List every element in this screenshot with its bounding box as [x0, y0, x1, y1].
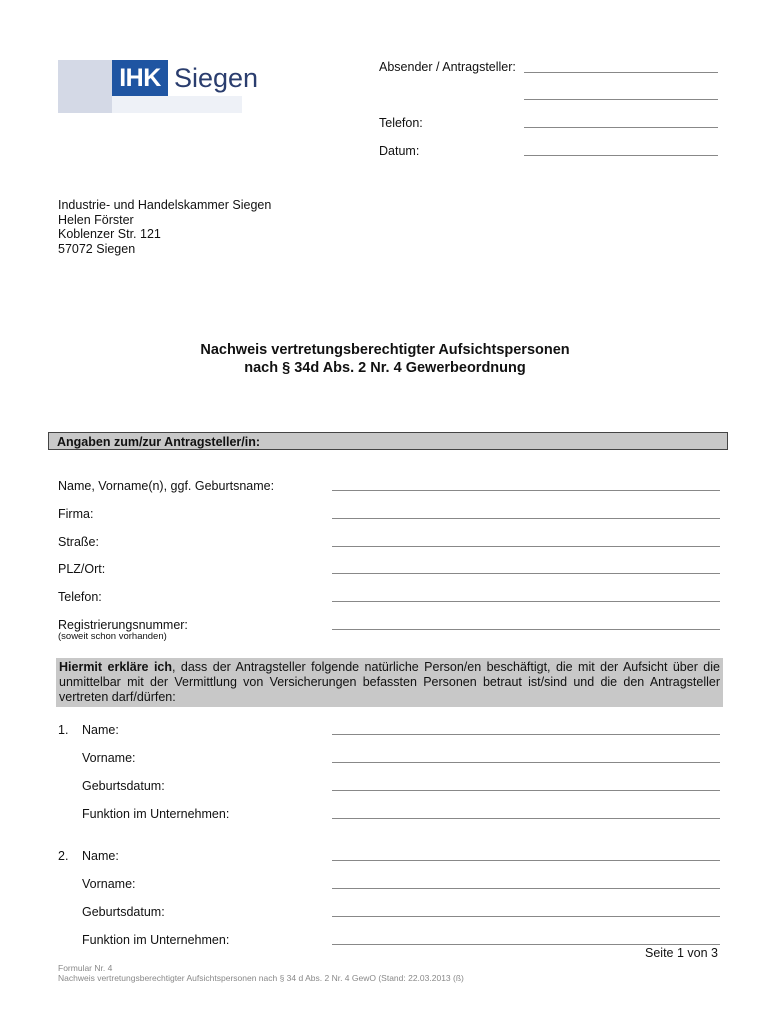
applicant-plz-line[interactable] — [332, 573, 720, 574]
applicant-strasse-label: Straße: — [58, 535, 99, 549]
sender-telefon-label: Telefon: — [379, 116, 423, 130]
person-2-geburtsdatum-label: Geburtsdatum: — [82, 905, 165, 919]
person-2-name-line[interactable] — [332, 860, 720, 861]
applicant-strasse-line[interactable] — [332, 546, 720, 547]
applicant-reg-note: (soweit schon vorhanden) — [58, 631, 167, 642]
person-2-geburtsdatum-line[interactable] — [332, 916, 720, 917]
sender-datum-label: Datum: — [379, 144, 420, 158]
person-2-vorname-label: Vorname: — [82, 877, 136, 891]
applicant-name-label: Name, Vorname(n), ggf. Geburtsname: — [58, 479, 275, 493]
sender-telefon-line[interactable] — [524, 127, 718, 128]
recipient-line-3: Koblenzer Str. 121 — [58, 227, 161, 241]
logo-left-block — [58, 60, 112, 113]
applicant-section-heading: Angaben zum/zur Antragsteller/in: — [48, 432, 728, 450]
absender-line-1[interactable] — [524, 72, 718, 73]
applicant-firma-label: Firma: — [58, 507, 94, 521]
person-1-number: 1. — [58, 723, 69, 737]
declaration-bold: Hiermit erkläre ich — [59, 660, 172, 674]
declaration-text — [56, 658, 723, 707]
sender-datum-line[interactable] — [524, 155, 718, 156]
declaration-body: , dass der Antragsteller folgende natürliche Person/en beschäftigt, die mit der Aufsicht über die unmittelbar mit der Vermittlung von Versicherungen befassten Personen betraut ist/sind und die den Antragsteller vertreten darf/dürfen: — [59, 660, 720, 704]
document-title-line-2: nach § 34d Abs. 2 Nr. 4 Gewerbeordnung — [244, 360, 526, 376]
logo-underbar — [112, 96, 242, 113]
person-2-funktion-line[interactable] — [332, 944, 720, 945]
applicant-name-line[interactable] — [332, 490, 720, 491]
person-2-number: 2. — [58, 849, 69, 863]
form-number: Formular Nr. 4 — [58, 963, 113, 973]
applicant-reg-label: Registrierungsnummer: — [58, 618, 188, 632]
person-1-funktion-line[interactable] — [332, 818, 720, 819]
applicant-reg-line[interactable] — [332, 629, 720, 630]
person-1-vorname-label: Vorname: — [82, 751, 136, 765]
person-2-vorname-line[interactable] — [332, 888, 720, 889]
person-1-geburtsdatum-line[interactable] — [332, 790, 720, 791]
person-1-name-label: Name: — [82, 723, 119, 737]
person-1-name-line[interactable] — [332, 734, 720, 735]
ihk-logo-city: Siegen — [174, 63, 259, 93]
page-number: Seite 1 von 3 — [645, 946, 718, 960]
person-2-name-label: Name: — [82, 849, 119, 863]
recipient-address — [58, 198, 271, 256]
person-1-vorname-line[interactable] — [332, 762, 720, 763]
document-title-line-1: Nachweis vertretungsberechtigter Aufsichtspersonen — [200, 342, 570, 358]
applicant-telefon-line[interactable] — [332, 601, 720, 602]
applicant-firma-line[interactable] — [332, 518, 720, 519]
ihk-logo: IHK — [112, 60, 168, 96]
recipient-line-2: Helen Förster — [58, 212, 134, 227]
recipient-line-1: Industrie- und Handelskammer Siegen — [58, 198, 272, 212]
form-description: Nachweis vertretungsberechtigter Aufsichtspersonen nach § 34 d Abs. 2 Nr. 4 GewO (Stand: 22.03.2013 (ß) — [58, 973, 464, 983]
person-1-funktion-label: Funktion im Unternehmen: — [82, 807, 230, 821]
recipient-line-4: 57072 Siegen — [58, 241, 136, 256]
absender-label: Absender / Antragsteller: — [379, 60, 516, 74]
absender-line-2[interactable] — [524, 99, 718, 100]
applicant-telefon-label: Telefon: — [58, 590, 102, 604]
person-1-geburtsdatum-label: Geburtsdatum: — [82, 779, 165, 793]
applicant-plz-label: PLZ/Ort: — [58, 562, 106, 576]
person-2-funktion-label: Funktion im Unternehmen: — [82, 933, 230, 947]
